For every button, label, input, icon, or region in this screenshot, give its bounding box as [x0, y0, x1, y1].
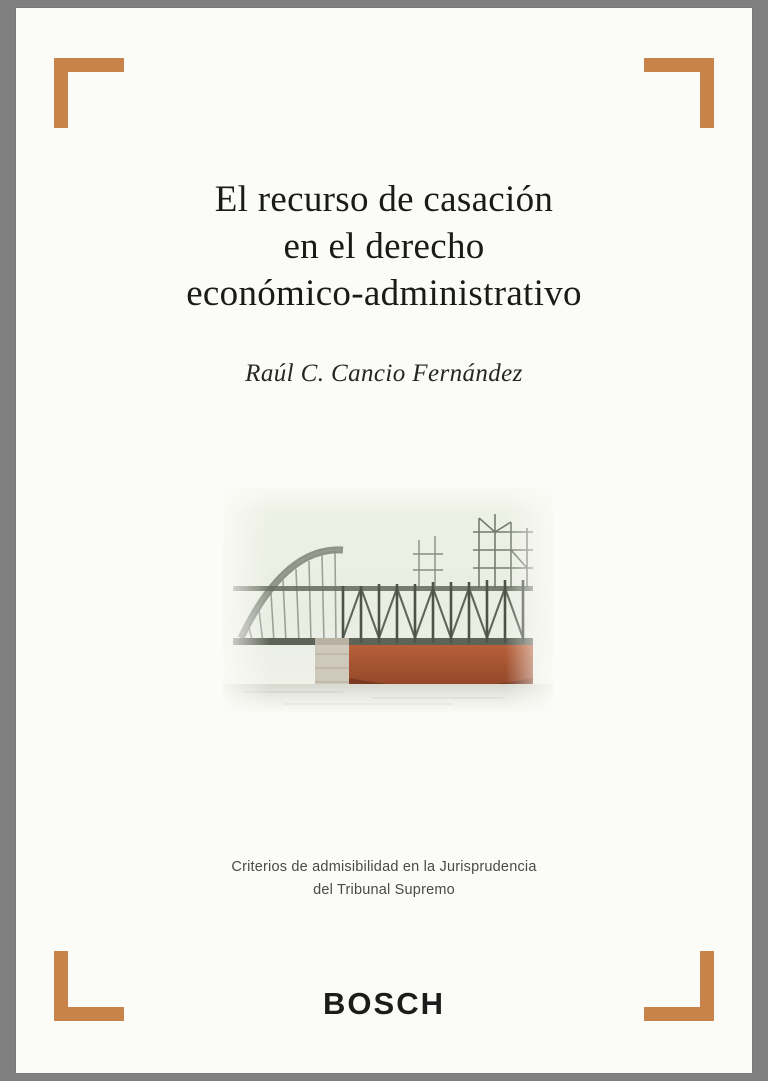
book-title	[16, 176, 752, 317]
book-cover	[16, 8, 752, 1073]
illustration-background	[223, 488, 553, 713]
book-subtitle-line-1: Criterios de admisibilidad en la Jurisprudencia	[231, 859, 537, 875]
publisher-logo: BOSCH	[323, 986, 445, 1021]
book-subtitle	[16, 856, 752, 902]
book-title-line-3: económico-administrativo	[186, 273, 582, 314]
corner-bracket-top-right-icon	[644, 58, 714, 128]
book-author: Raúl C. Cancio Fernández	[245, 360, 523, 387]
corner-bracket-top-left-icon	[54, 58, 124, 128]
bridge-illustration-graphic	[223, 488, 553, 713]
book-title-line-2: en el derecho	[283, 226, 485, 267]
bridge-illustration	[223, 488, 553, 713]
book-title-line-1: El recurso de casación	[214, 179, 554, 220]
book-subtitle-line-2: del Tribunal Supremo	[313, 882, 455, 898]
